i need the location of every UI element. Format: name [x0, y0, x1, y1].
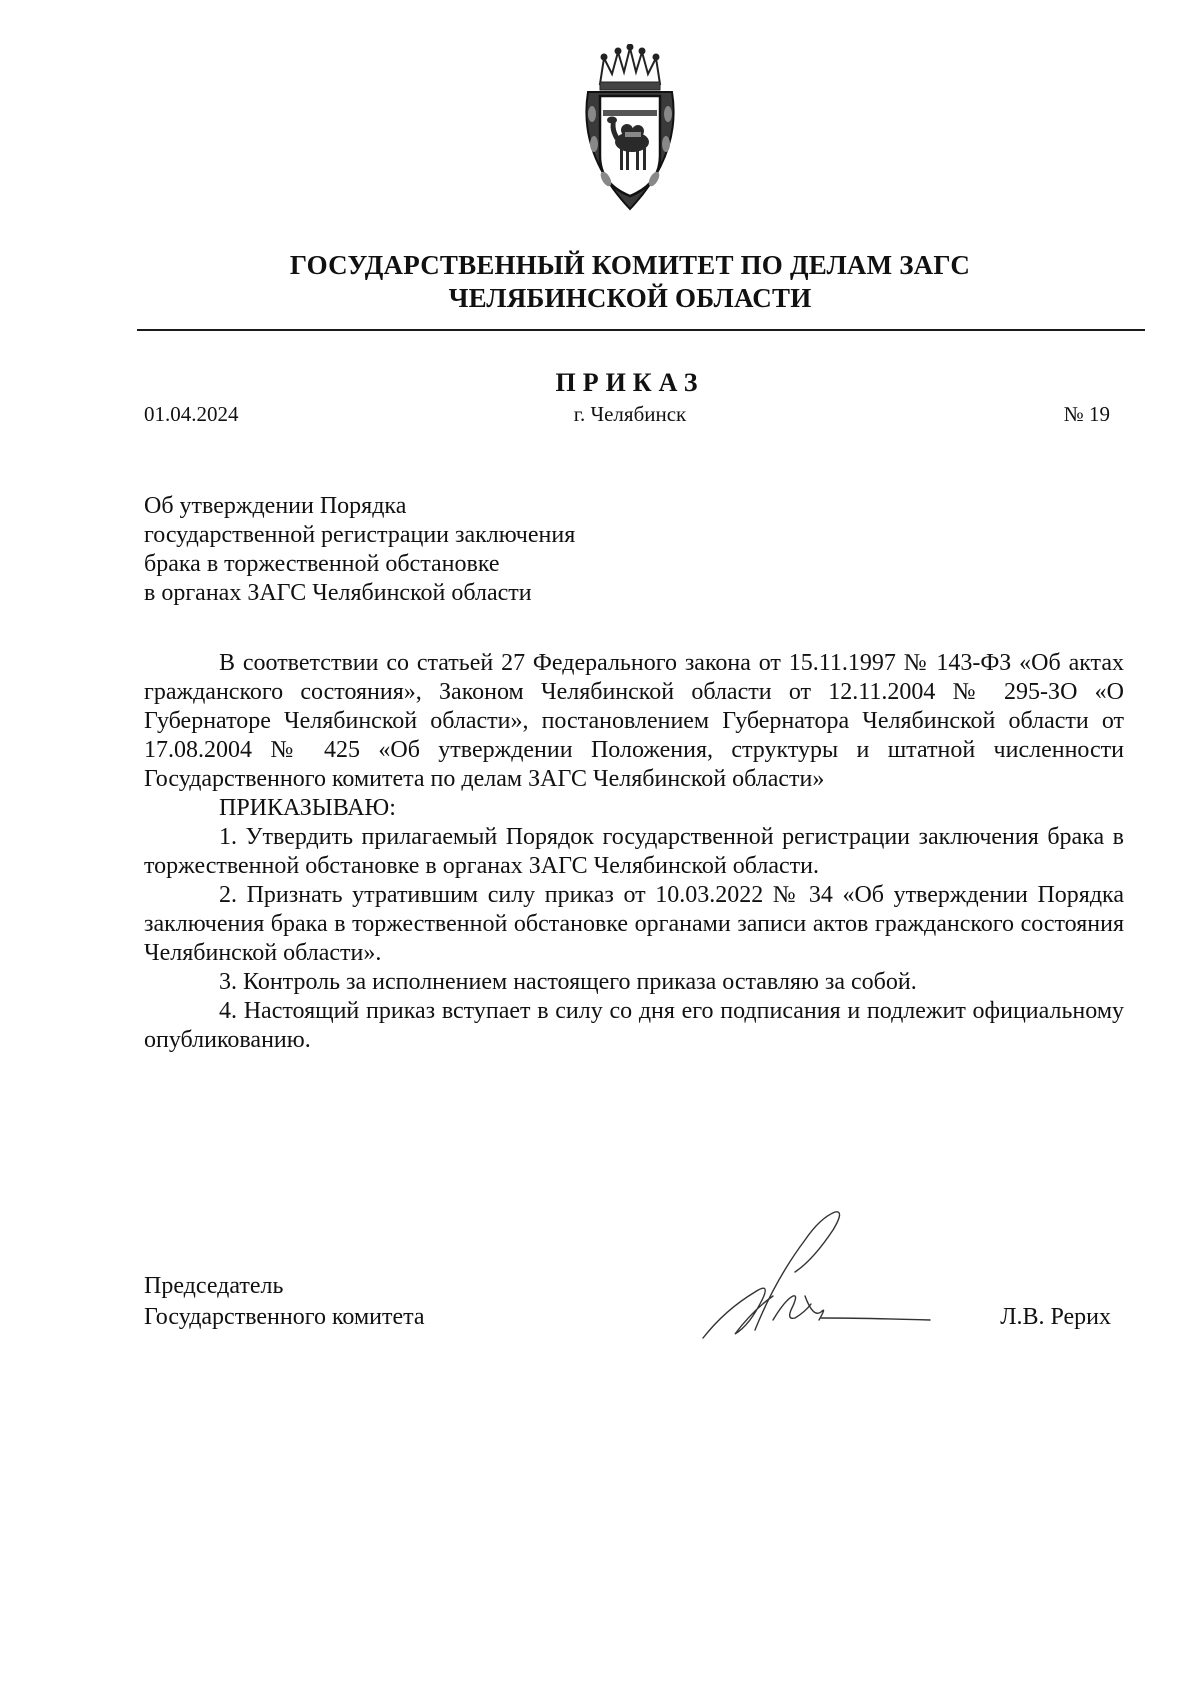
- decree-word: ПРИКАЗЫВАЮ:: [219, 795, 396, 821]
- organization-name-line1: ГОСУДАРСТВЕННЫЙ КОМИТЕТ ПО ДЕЛАМ ЗАГС: [289, 250, 971, 280]
- order-item: 2. Признать утратившим силу приказ от 10.03.2022 № 34 «Об утверждении Порядка заключения брака в торжественной обстановке органами записи актов гражданского состояния Челябинской области».: [144, 882, 1124, 966]
- order-city: г. Челябинск: [573, 402, 687, 426]
- order-body: [144, 649, 1124, 1055]
- position-line: Председатель: [144, 1273, 284, 1299]
- handwritten-signature-icon: [695, 1200, 935, 1350]
- organization-name-line2: ЧЕЛЯБИНСКОЙ ОБЛАСТИ: [448, 283, 812, 313]
- order-item: 1. Утвердить прилагаемый Порядок государственной регистрации заключения брака в торжественной обстановке в органах ЗАГС Челябинской области.: [144, 824, 1124, 879]
- position-line: Государственного комитета: [144, 1304, 425, 1330]
- header-divider: [137, 329, 1145, 331]
- order-number: № 19: [1063, 402, 1110, 426]
- subject-line: государственной регистрации заключения: [144, 522, 576, 548]
- subject-line: брака в торжественной обстановке: [144, 551, 500, 577]
- preamble-paragraph: В соответствии со статьей 27 Федерального закона от 15.11.1997 № 143-ФЗ «Об актах гражданского состояния», Законом Челябинской области от 12.11.2004 № 295-ЗО «О Губернаторе Челябинской области», постановлением Губернатора Челябинской области от 17.08.2004 № 425 «Об утверждении Положения, структуры и штатной численности Государственного комитета по делам ЗАГС Челябинской области»: [144, 650, 1124, 792]
- coat-of-arms-icon: [570, 44, 690, 214]
- subject-line: Об утверждении Порядка: [144, 493, 407, 519]
- signatory-name: Л.В. Рерих: [1000, 1304, 1111, 1330]
- subject-line: в органах ЗАГС Челябинской области: [144, 580, 532, 606]
- order-date: 01.04.2024: [144, 402, 239, 426]
- order-subject: [144, 492, 844, 608]
- order-item: 4. Настоящий приказ вступает в силу со дня его подписания и подлежит официальному опубликованию.: [144, 998, 1124, 1053]
- order-item: 3. Контроль за исполнением настоящего приказа оставляю за собой.: [219, 969, 917, 995]
- document-type: ПРИКАЗ: [555, 368, 705, 397]
- signatory-position: [144, 1271, 425, 1333]
